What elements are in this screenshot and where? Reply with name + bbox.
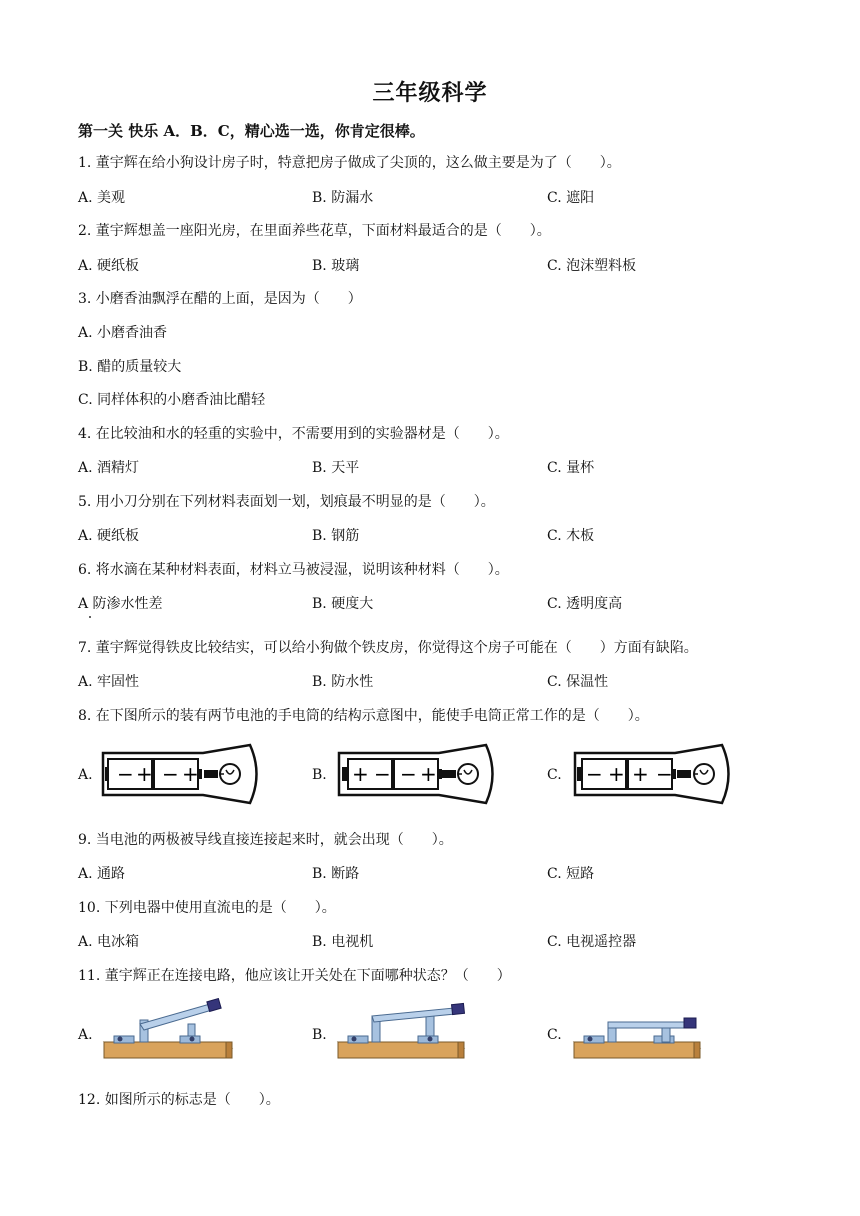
q8-option-b[interactable]: B. (312, 767, 327, 783)
page-title: 三年级科学 (372, 80, 488, 106)
battery-sign: + (608, 762, 625, 786)
q9-option-b[interactable]: B. 断路 (312, 866, 360, 882)
q4-option-b[interactable]: B. 天平 (312, 460, 360, 476)
q11-option-a[interactable]: A. (78, 1027, 93, 1043)
q11-option-b[interactable]: B. (312, 1027, 327, 1043)
q8-option-a[interactable]: A. (78, 767, 93, 783)
question-1: 1. 董宇辉在给小狗设计房子时，特意把房子做成了尖顶的，这么做主要是为了（ ）。 (78, 155, 621, 171)
q4-option-a[interactable]: A. 酒精灯 (78, 460, 140, 476)
q6-option-a[interactable]: A 防渗水性差 (78, 596, 163, 612)
q10-option-b[interactable]: B. 电视机 (312, 934, 374, 950)
question-9: 9. 当电池的两极被导线直接连接起来时，就会出现（ ）。 (78, 832, 453, 848)
q5-option-c[interactable]: C. 木板 (547, 528, 595, 544)
q9-option-c[interactable]: C. 短路 (547, 866, 595, 882)
question-3: 3. 小磨香油飘浮在醋的上面，是因为（ ） (78, 291, 362, 307)
q7-option-b[interactable]: B. 防水性 (312, 674, 374, 690)
battery-sign: + (420, 762, 437, 786)
question-11: 11. 董宇辉正在连接电路，他应该让开关处在下面哪种状态？（ ） (78, 968, 511, 984)
section-heading: 第一关 快乐 A．B．C，精心选一选，你肯定很棒。 (78, 122, 425, 140)
q2-option-b[interactable]: B. 玻璃 (312, 258, 360, 274)
battery-sign: + (352, 762, 369, 786)
battery-sign: − (656, 762, 673, 786)
battery-sign: − (586, 762, 603, 786)
battery-sign: − (162, 762, 179, 786)
question-5: 5. 用小刀分别在下列材料表面划一划，划痕最不明显的是（ ）。 (78, 494, 495, 510)
question-8: 8. 在下图所示的装有两节电池的手电筒的结构示意图中，能使手电筒正常工作的是（ ）。 (78, 708, 649, 724)
stray-dot (89, 616, 91, 618)
q1-option-c[interactable]: C. 遮阳 (547, 190, 595, 206)
q10-option-c[interactable]: C. 电视遥控器 (547, 934, 637, 950)
question-6: 6. 将水滴在某种材料表面，材料立马被浸湿，说明该种材料（ ）。 (78, 562, 509, 578)
battery-sign: − (117, 762, 134, 786)
battery-sign: + (136, 762, 153, 786)
knife-switch-closed (570, 1012, 705, 1064)
flashlight-diagram-c (572, 743, 738, 805)
battery-sign: − (374, 762, 391, 786)
question-7: 7. 董宇辉觉得铁皮比较结实，可以给小狗做个铁皮房，你觉得这个房子可能在（ ）方面有缺陷。 (78, 640, 698, 656)
q5-option-b[interactable]: B. 钢筋 (312, 528, 360, 544)
q9-option-a[interactable]: A. 通路 (78, 866, 126, 882)
battery-sign: + (182, 762, 199, 786)
q7-option-c[interactable]: C. 保温性 (547, 674, 609, 690)
q11-option-c[interactable]: C. (547, 1027, 562, 1043)
q3-option-c[interactable]: C. 同样体积的小磨香油比醋轻 (78, 392, 266, 408)
q10-option-a[interactable]: A. 电冰箱 (78, 934, 140, 950)
question-10: 10. 下列电器中使用直流电的是（ ）。 (78, 900, 336, 916)
q1-option-a[interactable]: A. 美观 (78, 190, 126, 206)
q3-option-a[interactable]: A. 小磨香油香 (78, 325, 168, 341)
knife-switch-open-raised (100, 998, 235, 1064)
question-12: 12. 如图所示的标志是（ ）。 (78, 1092, 280, 1108)
flashlight-diagram-a (100, 743, 266, 805)
q4-option-c[interactable]: C. 量杯 (547, 460, 595, 476)
q7-option-a[interactable]: A. 牢固性 (78, 674, 140, 690)
question-2: 2. 董宇辉想盖一座阳光房，在里面养些花草，下面材料最适合的是（ ）。 (78, 223, 551, 239)
q3-option-b[interactable]: B. 醋的质量较大 (78, 359, 182, 375)
question-4: 4. 在比较油和水的轻重的实验中，不需要用到的实验器材是（ ）。 (78, 426, 509, 442)
q2-option-a[interactable]: A. 硬纸板 (78, 258, 140, 274)
battery-sign: − (400, 762, 417, 786)
q6-option-c[interactable]: C. 透明度高 (547, 596, 623, 612)
battery-sign: + (632, 762, 649, 786)
q5-option-a[interactable]: A. 硬纸板 (78, 528, 140, 544)
flashlight-diagram-b (336, 743, 502, 805)
q6-option-b[interactable]: B. 硬度大 (312, 596, 374, 612)
knife-switch-open-level (334, 1002, 469, 1064)
q2-option-c[interactable]: C. 泡沫塑料板 (547, 258, 637, 274)
q1-option-b[interactable]: B. 防漏水 (312, 190, 374, 206)
q8-option-c[interactable]: C. (547, 767, 562, 783)
